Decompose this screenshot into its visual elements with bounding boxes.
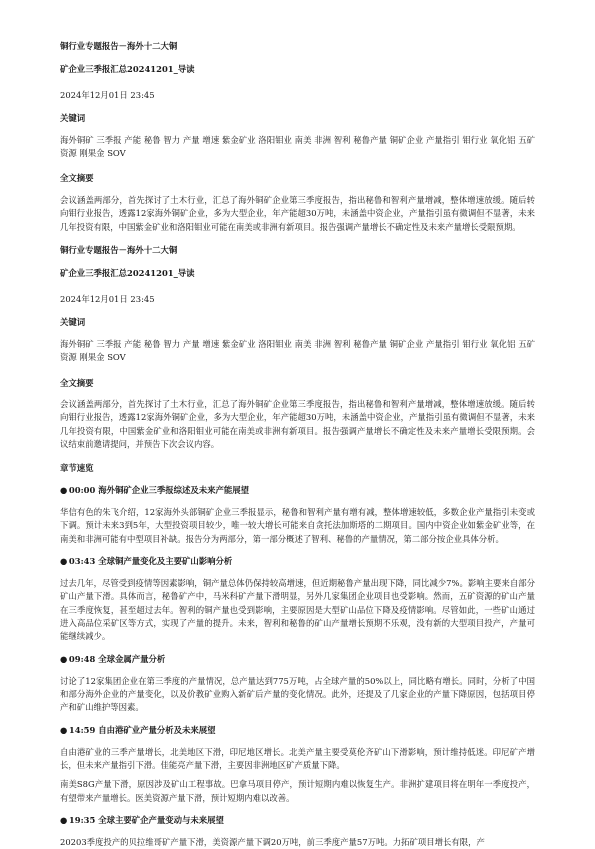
chapter-title: 19:35 全球主要矿企产量变动与未来展望 [68, 815, 224, 826]
chapter-body: 讨论了12家集团企业在第三季度的产量情况，总产量达到775万吨，占全球产量的50%以上，同比略有增长。同时，分析了中国和部分海外企业的产量变化，以及价教矿业购入新矿后产量的变化情况。此外，还提及了几家企业的产量下降原因，包括项目停产和矿山维护等因素。 [60, 675, 535, 713]
doc-title-line1: 铜行业专题报告－海外十二大铜 [60, 41, 178, 51]
chapter-body: 自由港矿业的三季产量增长，北美地区下滑，印尼地区增长。北美产量主要受莫伦齐矿山下滑影响，预计维持低迷。印尼矿产增长，但未来产量指引下滑。佳能亮产量下滑，主要因非洲地区矿产质量下降。 [60, 746, 535, 770]
chapter-item [60, 555, 535, 644]
chapters-label: 章节速览 [60, 462, 94, 473]
chapter-body: 华信有色的朱飞介绍，12家海外头部铜矿企业三季报显示，秘鲁和智利产量有增有减，整体增速较低，多数企业产量指引未变或下调。预计未来3到5年，大型投资项目较少，唯一较大增长可能来自贪托法加斯塔的二期项目。国内中资企业如紫金矿业等，在南美和非洲可能有中型项目补缺。报告分为两部分，第一部分概述了智利、秘鲁的产量情况，第二部分按企业具体分析。 [60, 506, 535, 544]
bullet: ● [60, 653, 68, 664]
summary-text-repeat: 会议涵盖两部分，首先探讨了土木行业，汇总了海外铜矿企业第三季度报告，指出秘鲁和智利产量增减，整体增速放缓。随后转向钼行业报告，透露12家海外铜矿企业，多为大型企业，年产能超30万吨，未涵盖中资企业，产量指引虽有微调但不显著，未来几年投资有限，中国紫金矿业和洛阳钼业可能在南美或非洲有新项目。报告强调产量增长不确定性及未来产量增长受限预期。会议结束前邀请提问，并预告下次会议内容。 [60, 398, 535, 450]
chapter-item [60, 724, 535, 805]
bullet: ● [60, 724, 68, 735]
chapter-overview [60, 462, 535, 849]
doc-datetime-repeat: 2024年12月01日 23:45 [60, 293, 155, 304]
chapter-title: 09:48 全球金属产量分析 [68, 653, 166, 664]
doc-datetime: 2024年12月01日 23:45 [60, 89, 155, 100]
chapter-title: 14:59 自由港矿业产量分析及未来展望 [68, 724, 216, 735]
chapter-body: 20203季度投产的贝拉维哥矿产量下滑，美资源产量下调20万吨，前三季度产量57万吨。力拓矿项目增长有限，产 [60, 837, 485, 848]
keywords-label: 关键词 [60, 113, 86, 124]
summary-label-repeat: 全文摘要 [60, 377, 94, 388]
keywords-label-repeat: 关键词 [60, 317, 86, 328]
doc-title-line1-repeat: 铜行业专题报告－海外十二大铜 [60, 245, 178, 256]
doc-header-first [60, 40, 535, 234]
chapter-item [60, 653, 535, 715]
bullet: ● [60, 815, 68, 826]
doc-header-repeat [60, 244, 535, 451]
chapter-body-continued: 南美S8G产量下滑，原因涉及矿山工程事故。巴拿马项目停产，预计短期内难以恢复生产。非洲扩建项目将在明年一季度投产，有望带来产量增长。医美资源产量下滑，预计短期内难以改善。 [60, 779, 535, 803]
keywords-text: 海外铜矿 三季报 产能 秘鲁 智力 产量 增速 紫金矿业 洛阳钼业 南美 非洲 智利 秘鲁产量 铜矿企业 产量指引 钼行业 氧化铝 五矿资源 刚果金 SOV [60, 134, 535, 159]
doc-title-line2: 矿企业三季报汇总20241201_导读 [60, 64, 195, 75]
bullet: ● [60, 484, 68, 495]
chapter-body: 过去几年，尽管受到疫情等因素影响，铜产量总体仍保持较高增速，但近期秘鲁产量出现下降，同比减少7%。影响主要来自部分矿山产量下滑。具体而言，秘鲁矿产中，马米科矿产量下滑明显，另外几家集团企业项目也受影响。然而，五矿资源的矿山产量在三季度恢复，甚至超过去年。智利的铜产量也受到影响，主要原因是大型矿山品位下降及疫情影响。尽管如此，一些矿山通过进入高品位采矿区等方式，实现了产量的提升。未来，智利和秘鲁的矿山产量增长预期不乐观，没有新的大型项目投产，产量可能继续减少。 [60, 577, 535, 642]
summary-text: 会议涵盖两部分，首先探讨了土木行业，汇总了海外铜矿企业第三季度报告，指出秘鲁和智利产量增减，整体增速放缓。随后转向钼行业报告，透露12家海外铜矿企业，多为大型企业，年产能超30万吨，未涵盖中资企业，产量指引虽有微调但不显著，未来几年投资有限，中国紫金矿业和洛阳钼业可能在南美或非洲有新项目。报告强调产量增长不确定性及未来产量增长受限预期。 [60, 194, 535, 232]
bullet: ● [60, 555, 68, 566]
keywords-text-repeat: 海外铜矿 三季报 产能 秘鲁 智力 产量 增速 紫金矿业 洛阳钼业 南美 非洲 智利 秘鲁产量 铜矿企业 产量指引 钼行业 氧化铝 五矿资源 刚果金 SOV [60, 338, 535, 363]
chapter-title: 00:00 海外铜矿企业三季报综述及未来产能展望 [68, 484, 249, 495]
chapter-title: 03:43 全球铜产量变化及主要矿山影响分析 [68, 555, 233, 566]
doc-title-line2-repeat: 矿企业三季报汇总20241201_导读 [60, 268, 195, 279]
chapter-item [60, 484, 535, 546]
chapter-item [60, 814, 535, 849]
summary-label: 全文摘要 [60, 173, 94, 184]
